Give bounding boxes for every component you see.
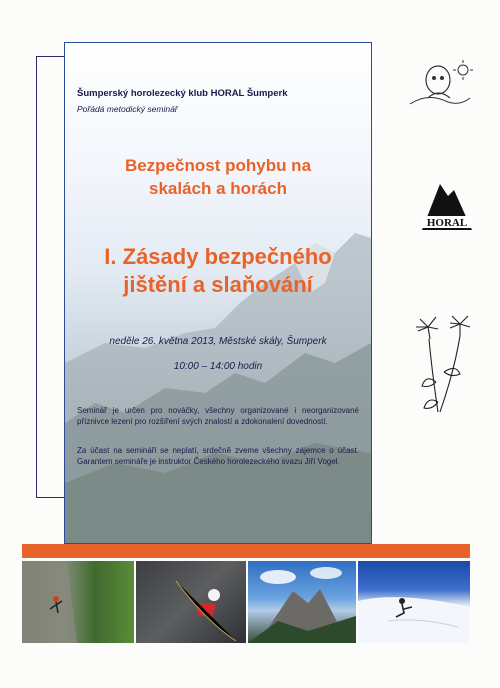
photo-snow-skier	[358, 561, 470, 643]
seminar-title-line1: Bezpečnost pohybu na	[124, 156, 312, 175]
accent-bar	[22, 544, 470, 558]
photo-rock-graphic	[22, 561, 134, 643]
main-topic-line1: I. Zásady bezpečného	[104, 244, 332, 269]
club-name: Šumperský horolezecký klub HORAL Šumperk	[77, 88, 288, 99]
photo-climber-graphic	[136, 561, 246, 643]
description-paragraph-1: Seminář je určen pro nováčky, všechny organizované i neorganizované příznivce lezení pro rozšíření svých znalostí a zdokonalení dovedností.	[77, 406, 359, 426]
seminar-title-line2: skalách a horách	[149, 179, 287, 198]
horal-logo-icon	[418, 180, 474, 232]
description-paragraph-2: Za účast na semináři se neplatí, srdečně zveme všechny zájemce o účast. Garantem semináře je instruktor Českého horolezeckého svazu Jiří Vogel.	[77, 446, 359, 466]
main-panel	[64, 42, 372, 544]
photo-skier-graphic	[358, 561, 470, 643]
event-date: neděle 26. května 2013, Městské skály, Šumperk	[109, 336, 327, 347]
main-topic-line2: jištění a slaňování	[123, 272, 313, 297]
photo-peak-graphic	[248, 561, 356, 643]
photo-rock-climbing	[22, 561, 134, 643]
event-time: 10:00 – 14:00 hodin	[173, 361, 263, 372]
edelweiss-icon	[408, 312, 478, 422]
photo-mountain-peak	[248, 561, 356, 643]
photo-climber-red	[136, 561, 246, 643]
main-topic-title	[65, 243, 371, 299]
horal-logo-text: HORAL	[426, 217, 468, 229]
cartoon-climber-icon	[408, 58, 474, 108]
seminar-subtitle: Pořádá metodický seminář	[77, 104, 178, 114]
seminar-title	[65, 154, 371, 200]
